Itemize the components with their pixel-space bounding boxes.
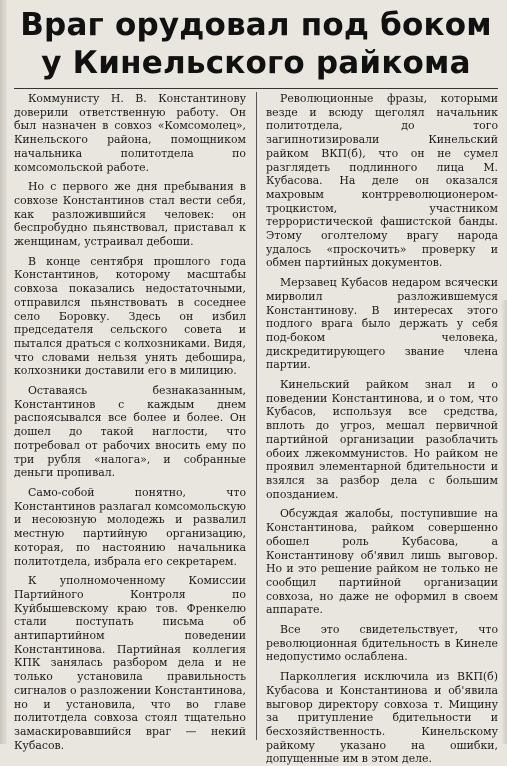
page-edge-shadow-right [501, 300, 507, 744]
article-column-left [14, 92, 246, 752]
paragraph: Революционные фразы, которыми везде и всюду щеголял начальник политотдела, до того загипнотизировали Кинельский райком ВКП(б), что он не сумел разглядеть подлинного лица М. Кубасова. На деле он оказался махровым контрреволюционером-троцкистом, участником террористической фашистской банды. Этому оголтелому врагу народа удалось «проскочить» проверку и обмен партийных документов. [266, 92, 498, 270]
paragraph: Парколлегия исключила из ВКП(б) Кубасова и Константинова и об'явила выговор директору совхоза т. Мищину за притупление бдительности и бесхозяйственность. Кинельскому райкому указано на ошибки, допущенные им в этом деле. [266, 670, 498, 766]
headline-line-1: Враг орудовал под боком [20, 7, 492, 43]
column-divider [256, 92, 257, 740]
paragraph: Кинельский райком знал и о поведении Константинова, и о том, что Кубасов, используя все средства, вплоть до угроз, мешал первичной партийной организации разоблачить обоих лжекоммунистов. Но райком не проявил элементарной бдительности и взялся за разбор дела с большим опозданием. [266, 378, 498, 501]
page-edge-shadow [0, 0, 7, 744]
headline-rule [14, 88, 498, 89]
paragraph: Обсуждая жалобы, поступившие на Константинова, райком совершенно обошел роль Кубасова, а Константинову об'явил лишь выговор. Но и это решение райком не только не сообщил партийной организации совхоза, но даже не оформил в своем аппарате. [266, 507, 498, 617]
paragraph: В конце сентября прошлого года Константинов, которому масштабы совхоза показались недостаточными, отправился пьянствовать в соседнее село Боровку. Здесь он избил председателя сельского совета и пытался драться с колхозниками. Видя, что словами нельзя унять дебошира, колхозники доставили его в милицию. [14, 254, 246, 378]
paragraph: Все это свидетельствует, что революционная бдительность в Кинеле недопустимо ослаблена. [266, 623, 498, 664]
article-headline [12, 6, 500, 82]
paragraph: Само-собой понятно, что Константинов разлагал комсомольскую и несоюзную молодежь и развалил местную партийную организацию, которая, по настоянию начальника политотдела, избрала его секретарем. [14, 485, 246, 568]
paragraph: К уполномоченному Комиссии Партийного Контроля по Куйбышевскому краю тов. Френкелю стали поступать письма об антипартийном поведении Константинова. Партийная коллегия КПК занялась разбором дела и не только установила правильность сигналов о разложении Константинова, но и установила, что во главе политотдела совхоза стоял тщательно замаскировавшийся враг — некий Кубасов. [14, 574, 246, 752]
paragraph: Но с первого же дня пребывания в совхозе Константинов стал вести себя, как разложившийся человек: он беспробудно пьянствовал, приставал к женщинам, устраивал дебоши. [14, 180, 246, 249]
paragraph: Мерзавец Кубасов недаром всячески мирволил разложившемуся Константинову. В интересах этого подлого врага было держать у себя под-боком человека, дискредитирующего звание члена партии. [266, 276, 498, 372]
paragraph: Коммунисту Н. В. Константинову доверили ответственную работу. Он был назначен в совхоз «Комсомолец», Кинельского района, помощником начальника политотдела по комсомольской работе. [14, 92, 246, 174]
article-column-right [266, 92, 498, 766]
paragraph: Оставаясь безнаказанным, Константинов с каждым днем распоясывался все более и более. Он дошел до такой наглости, что потребовал от рабочих вносить ему по три рубля «налога», и собранные деньги пропивал. [14, 384, 246, 480]
headline-line-2: у Кинельского райкома [41, 45, 471, 81]
